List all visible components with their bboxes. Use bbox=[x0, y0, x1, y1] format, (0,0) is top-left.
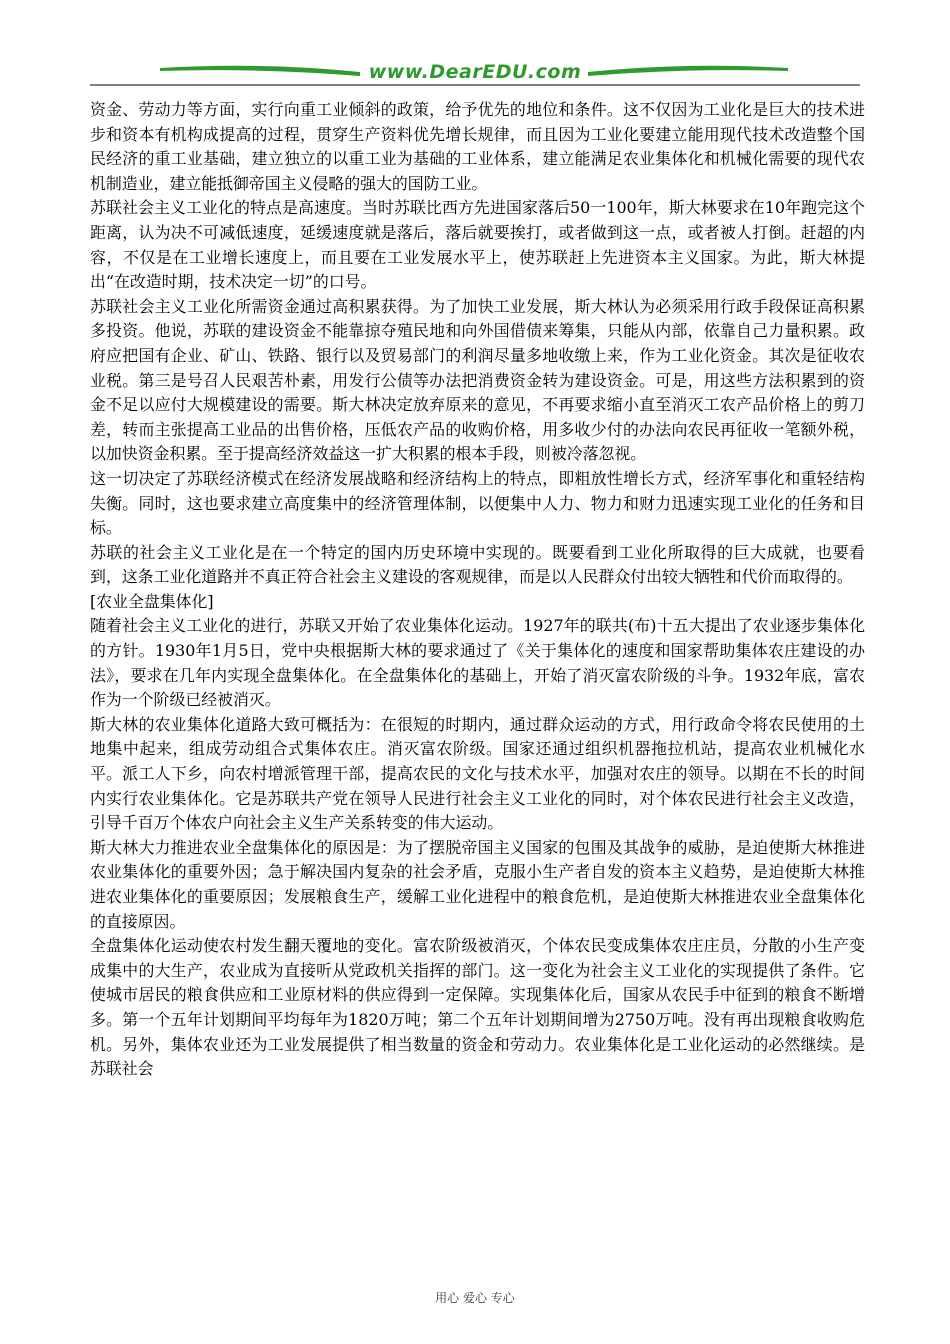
paragraph-collectivization-effects: 全盘集体化运动使农村发生翻天覆地的变化。富农阶级被消灭，个体农民变成集体农庄庄员，分散的小生产变成集中的大生产，农业成为直接听从党政机关指挥的部门。这一变化为社会主义工业化的实现提供了条件。它使城市居民的粮食供应和工业原材料的供应得到一定保障。实现集体化后，国家从农民手中征到的粮食不断增多。第一个五年计划期间平均每年为1820万吨；第二个五年计划期间增为2750万吨。没有再出现粮食收购危机。另外，集体农业还为工业发展提供了相当数量的资金和劳动力。农业集体化是工业化运动的必然继续。是苏联社会 bbox=[90, 936, 865, 1079]
paragraph-collectivization-path: 斯大林的农业集体化道路大致可概括为：在很短的时期内，通过群众运动的方式，用行政命令将农民使用的土地集中起来，组成劳动组合式集体农庄。消灭富农阶级。国家还通过组织机器拖拉机站，提高农业机械化水平。派工人下乡，向农村增派管理干部，提高农民的文化与技术水平，加强对农庄的领导。以期在不长的时间内实行农业集体化。它是苏联共产党在领导人民进行社会主义工业化的同时，对个体农民进行社会主义改造，引导千百万个体农户向社会主义生产关系转变的伟大运动。 bbox=[90, 714, 865, 833]
paragraph-heavy-industry: 资金、劳动力等方面，实行向重工业倾斜的政策，给予优先的地位和条件。这不仅因为工业化是巨大的技术进步和资本有机构成提高的过程，贯穿生产资料优先增长规律，而且因为工业化要建立能用现代技术改造整个国民经济的重工业基础，建立独立的以重工业为基础的工业体系，建立能满足农业集体化和机械化需要的现代农机制造业，建立能抵御帝国主义侵略的强大的国防工业。 bbox=[90, 100, 865, 193]
page-header bbox=[90, 58, 860, 88]
paragraph-historical-environment: 苏联的社会主义工业化是在一个特定的国内历史环境中实现的。既要看到工业化所取得的巨大成就，也要看到，这条工业化道路并不真正符合社会主义建设的客观规律，而是以人民群众付出较大牺牲和代价而取得的。 bbox=[90, 542, 865, 587]
paragraph-high-speed: 苏联社会主义工业化的特点是高速度。当时苏联比西方先进国家落后50一100年，斯大林要求在10年跑完这个距离，认为决不可减低速度，延缓速度就是落后，落后就要挨打，或者做到这一点，或者被人打倒。赶超的内容，不仅是在工业增长速度上，而且要在工业发展水平上，使苏联赶上先进资本主义国家。为此，斯大林提出“在改造时期，技术决定一切”的口号。 bbox=[90, 198, 865, 292]
section-heading-collectivization: [农业全盘集体化] bbox=[90, 591, 214, 611]
paragraph-collectivization-reasons: 斯大林大力推进农业全盘集体化的原因是：为了摆脱帝国主义国家的包围及其战争的威胁，是迫使斯大林推进农业集体化的重要外因；急于解决国内复杂的社会矛盾，克服小生产者自发的资本主义趋势，是迫使斯大林推进农业集体化的重要原因；发展粮食生产，缓解工业化进程中的粮食危机，是迫使斯大林推进农业全盘集体化的直接原因。 bbox=[90, 837, 865, 931]
document-body bbox=[90, 98, 865, 1082]
paragraph-collectivization-start: 随着社会主义工业化的进行，苏联又开始了农业集体化运动。1927年的联共(布)十五大提出了农业逐步集体化的方针。1930年1月5日，党中央根据斯大林的要求通过了《关于集体化的速度和国家帮助集体农庄建设的办法》，要求在几年内实现全盘集体化。在全盘集体化的基础上，开始了消灭富农阶级的斗争。1932年底，富农作为一个阶级已经被消灭。 bbox=[90, 616, 865, 710]
paragraph-economic-model: 这一切决定了苏联经济模式在经济发展战略和经济结构上的特点，即粗放性增长方式，经济军事化和重轻结构失衡。同时，这也要求建立高度集中的经济管理体制，以便集中人力、物力和财力迅速实现工业化的任务和目标。 bbox=[90, 468, 865, 538]
page-footer: 用心 爱心 专心 bbox=[435, 1291, 515, 1305]
paragraph-high-accumulation: 苏联社会主义工业化所需资金通过高积累获得。为了加快工业发展，斯大林认为必须采用行政手段保证高积累多投资。他说，苏联的建设资金不能靠掠夺殖民地和向外国借债来筹集，只能从内部，依靠自己力量积累。政府应把国有企业、矿山、铁路、银行以及贸易部门的利润尽量多地收缴上来，作为工业化资金。其次是征收农业税。第三是号召人民艰苦朴素，用发行公债等办法把消费资金转为建设资金。可是，用这些方法积累到的资金不足以应付大规模建设的需要。斯大林决定放弃原来的意见，不再要求缩小直至消灭工农产品价格上的剪刀差，转而主张提高工业品的出售价格，压低农产品的收购价格，用多收少付的办法向农民再征收一笔额外税，以加快资金积累。至于提高经济效益这一扩大积累的根本手段，则被冷落忽视。 bbox=[90, 296, 865, 464]
site-logo-text: www.DearEDU.com bbox=[368, 61, 582, 83]
